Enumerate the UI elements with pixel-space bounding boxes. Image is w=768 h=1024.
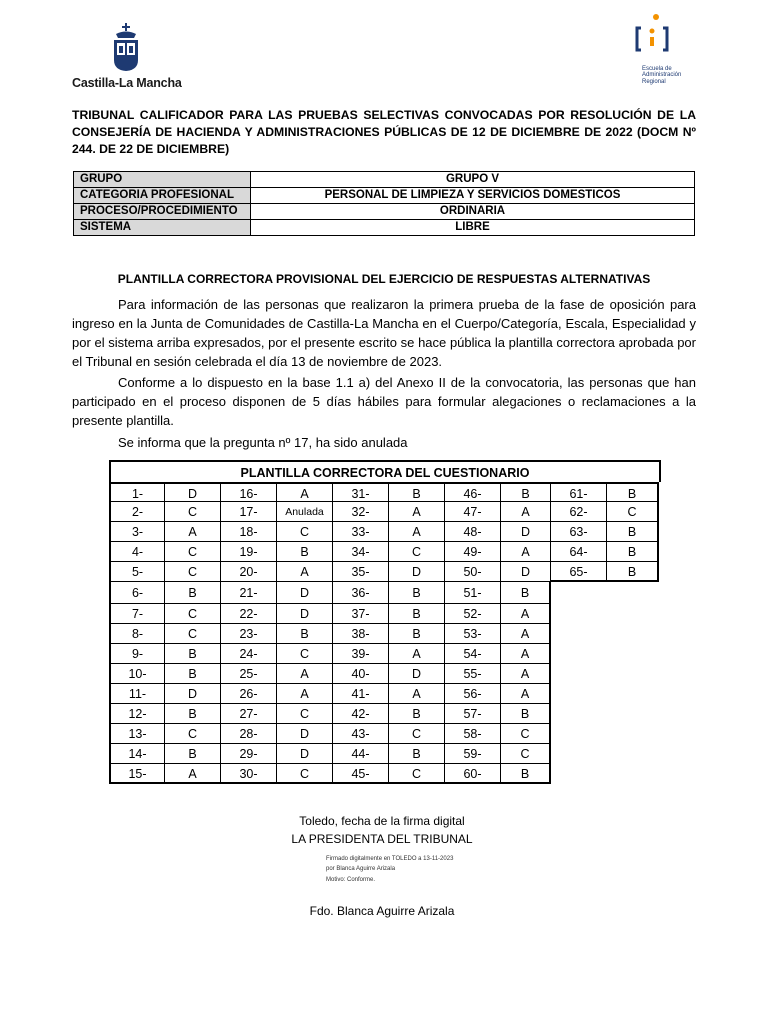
answer-letter: C (277, 522, 333, 542)
answer-letter: B (607, 482, 659, 502)
question-number: 3- (109, 522, 165, 542)
answer-letter: B (389, 704, 445, 724)
answer-letter: C (165, 624, 221, 644)
question-number: 48- (445, 522, 501, 542)
question-number: 62- (551, 502, 607, 522)
question-number: 37- (333, 604, 389, 624)
question-number: 40- (333, 664, 389, 684)
logo-caption-line: Administración (642, 72, 682, 79)
question-number: 15- (109, 764, 165, 784)
answer-letter: C (501, 724, 551, 744)
answer-letter: D (389, 562, 445, 582)
answer-letter: C (607, 502, 659, 522)
question-number: 36- (333, 582, 389, 604)
signature-place-date: Toledo, fecha de la firma digital (299, 814, 465, 828)
answer-letter: C (389, 764, 445, 784)
question-number: 21- (221, 582, 277, 604)
answer-letter: B (389, 482, 445, 502)
answer-letter: D (277, 604, 333, 624)
info-row (74, 188, 695, 204)
answer-letter: B (165, 744, 221, 764)
answer-letter: A (389, 522, 445, 542)
info-row (74, 204, 695, 220)
answer-letter: A (501, 684, 551, 704)
answer-letter: B (607, 542, 659, 562)
logo-caption-line: Regional (642, 78, 666, 85)
answer-letter: D (389, 664, 445, 684)
question-number: 44- (333, 744, 389, 764)
answer-letter: A (501, 664, 551, 684)
question-number: 64- (551, 542, 607, 562)
answer-letter: B (389, 582, 445, 604)
answer-letter: B (165, 664, 221, 684)
question-number: 29- (221, 744, 277, 764)
answer-letter: A (389, 684, 445, 704)
question-number: 34- (333, 542, 389, 562)
question-number: 22- (221, 604, 277, 624)
logo-caption: Castilla-La Mancha (72, 76, 182, 90)
answer-letter: B (501, 582, 551, 604)
answer-letter: Anulada (277, 502, 333, 522)
question-number: 59- (445, 744, 501, 764)
answer-letter: B (389, 624, 445, 644)
question-number: 2- (109, 502, 165, 522)
coat-of-arms-icon (108, 22, 144, 72)
question-number: 43- (333, 724, 389, 744)
digital-signature-stamp (326, 854, 453, 885)
question-number: 50- (445, 562, 501, 582)
answer-letter: B (501, 764, 551, 784)
question-number: 10- (109, 664, 165, 684)
info-label: GRUPO (74, 172, 251, 188)
question-number: 41- (333, 684, 389, 704)
answer-letter: A (277, 664, 333, 684)
question-number: 56- (445, 684, 501, 704)
answer-letter: B (389, 744, 445, 764)
question-number: 7- (109, 604, 165, 624)
castilla-la-mancha-logo (72, 22, 182, 92)
question-number: 53- (445, 624, 501, 644)
answer-table-title: PLANTILLA CORRECTORA DEL CUESTIONARIO (109, 460, 661, 482)
answer-letter: B (501, 482, 551, 502)
question-number: 28- (221, 724, 277, 744)
info-label: SISTEMA (74, 220, 251, 236)
answer-letter: B (607, 522, 659, 542)
question-number: 49- (445, 542, 501, 562)
answer-letter: D (277, 582, 333, 604)
question-number: 19- (221, 542, 277, 562)
question-number: 26- (221, 684, 277, 704)
answer-letter: A (165, 522, 221, 542)
question-number: 35- (333, 562, 389, 582)
answer-letter: C (389, 542, 445, 562)
question-number: 4- (109, 542, 165, 562)
answer-letter: C (277, 764, 333, 784)
escuela-logo-icon (632, 14, 672, 64)
answer-letter: B (277, 624, 333, 644)
answer-letter: B (501, 704, 551, 724)
question-number: 32- (333, 502, 389, 522)
answer-letter: B (277, 542, 333, 562)
question-number: 14- (109, 744, 165, 764)
question-number: 58- (445, 724, 501, 744)
answer-letter: A (501, 644, 551, 664)
question-number: 42- (333, 704, 389, 724)
logo-caption-line: Escuela de (642, 66, 672, 72)
answer-letter: C (277, 644, 333, 664)
paragraph-claims: Conforme a lo dispuesto en la base 1.1 a) del Anexo II de la convocatoria, las personas que han participado en el proceso disponen de 5 días hábiles para formular alegaciones o reclamaciones a la presente plantilla. (72, 375, 696, 428)
question-number: 27- (221, 704, 277, 724)
question-number: 52- (445, 604, 501, 624)
answer-letter: C (165, 724, 221, 744)
question-number: 18- (221, 522, 277, 542)
info-value: GRUPO V (251, 172, 695, 188)
annulled-question-note: Se informa que la pregunta nº 17, ha sido anulada (118, 435, 408, 450)
question-number: 39- (333, 644, 389, 664)
question-number: 5- (109, 562, 165, 582)
answer-letter: B (165, 582, 221, 604)
question-number: 16- (221, 482, 277, 502)
question-number: 8- (109, 624, 165, 644)
answer-letter: A (501, 542, 551, 562)
question-number: 6- (109, 582, 165, 604)
answer-letter: D (277, 724, 333, 744)
question-number: 60- (445, 764, 501, 784)
answer-letter: B (165, 704, 221, 724)
question-number: 38- (333, 624, 389, 644)
answer-letter: B (389, 604, 445, 624)
signature-role: LA PRESIDENTA DEL TRIBUNAL (291, 832, 473, 846)
info-label: PROCESO/PROCEDIMIENTO (74, 204, 251, 220)
answer-letter: A (277, 482, 333, 502)
answer-letter: C (165, 604, 221, 624)
answer-letter: A (389, 644, 445, 664)
answer-letter: D (165, 684, 221, 704)
answer-letter: A (277, 684, 333, 704)
answer-letter: C (165, 542, 221, 562)
stamp-line: Motivo: Conforme. (326, 876, 376, 883)
answer-letter: C (277, 704, 333, 724)
answer-letter: D (165, 482, 221, 502)
stamp-line: por Blanca Aguirre Arizala (326, 866, 396, 873)
answer-letter: C (389, 724, 445, 744)
section-subtitle: PLANTILLA CORRECTORA PROVISIONAL DEL EJERCICIO DE RESPUESTAS ALTERNATIVAS (117, 272, 651, 286)
question-number: 31- (333, 482, 389, 502)
answer-letter: A (501, 502, 551, 522)
question-number: 23- (221, 624, 277, 644)
question-number: 55- (445, 664, 501, 684)
question-number: 51- (445, 582, 501, 604)
answer-letter: D (277, 744, 333, 764)
question-number: 46- (445, 482, 501, 502)
info-value: ORDINARIA (251, 204, 695, 220)
question-number: 65- (551, 562, 607, 582)
answer-letter: C (165, 502, 221, 522)
stamp-line: Firmado digitalmente en TOLEDO a 13-11-2023 (326, 856, 454, 862)
question-number: 9- (109, 644, 165, 664)
paragraph-intro: Para información de las personas que realizaron la primera prueba de la fase de oposición para ingreso en la Junta de Comunidades de Castilla-La Mancha en el Cuerpo/Categoría, Escala, Especialidad y por el sistema arriba expresados, por el presente escrito se hace pública la plantilla correctora aprobada por el Tribunal en sesión celebrada el día 13 de noviembre de 2023. (72, 297, 696, 369)
answer-letter: C (165, 562, 221, 582)
question-number: 54- (445, 644, 501, 664)
question-number: 25- (221, 664, 277, 684)
question-number: 1- (109, 482, 165, 502)
info-label: CATEGORIA PROFESIONAL (74, 188, 251, 204)
answer-letter: D (501, 522, 551, 542)
info-value: LIBRE (251, 220, 695, 236)
question-number: 30- (221, 764, 277, 784)
info-row (74, 220, 695, 236)
answer-letter: B (165, 644, 221, 664)
answer-letter: A (389, 502, 445, 522)
question-number: 17- (221, 502, 277, 522)
logo-caption-lines (642, 66, 681, 85)
answer-letter: A (165, 764, 221, 784)
question-number: 12- (109, 704, 165, 724)
question-number: 47- (445, 502, 501, 522)
escuela-administracion-logo (632, 14, 702, 94)
question-number: 11- (109, 684, 165, 704)
question-number: 61- (551, 482, 607, 502)
answer-letter: B (607, 562, 659, 582)
info-table (73, 171, 695, 236)
question-number: 33- (333, 522, 389, 542)
question-number: 63- (551, 522, 607, 542)
question-number: 13- (109, 724, 165, 744)
question-number: 20- (221, 562, 277, 582)
signed-by: Fdo. Blanca Aguirre Arizala (309, 904, 455, 918)
answer-letter: D (501, 562, 551, 582)
info-row (74, 172, 695, 188)
info-value: PERSONAL DE LIMPIEZA Y SERVICIOS DOMESTICOS (251, 188, 695, 204)
question-number: 57- (445, 704, 501, 724)
answer-letter: A (277, 562, 333, 582)
question-number: 45- (333, 764, 389, 784)
answer-letter: A (501, 624, 551, 644)
document-title: TRIBUNAL CALIFICADOR PARA LAS PRUEBAS SELECTIVAS CONVOCADAS POR RESOLUCIÓN DE LA CONSEJERÍA DE HACIENDA Y ADMINISTRACIONES PÚBLICAS DE 12 DE DICIEMBRE DE 2022 (DOCM Nº 244. DE 22 DE DICIEMBRE) (72, 108, 696, 156)
answer-letter: A (501, 604, 551, 624)
answer-letter: C (501, 744, 551, 764)
question-number: 24- (221, 644, 277, 664)
